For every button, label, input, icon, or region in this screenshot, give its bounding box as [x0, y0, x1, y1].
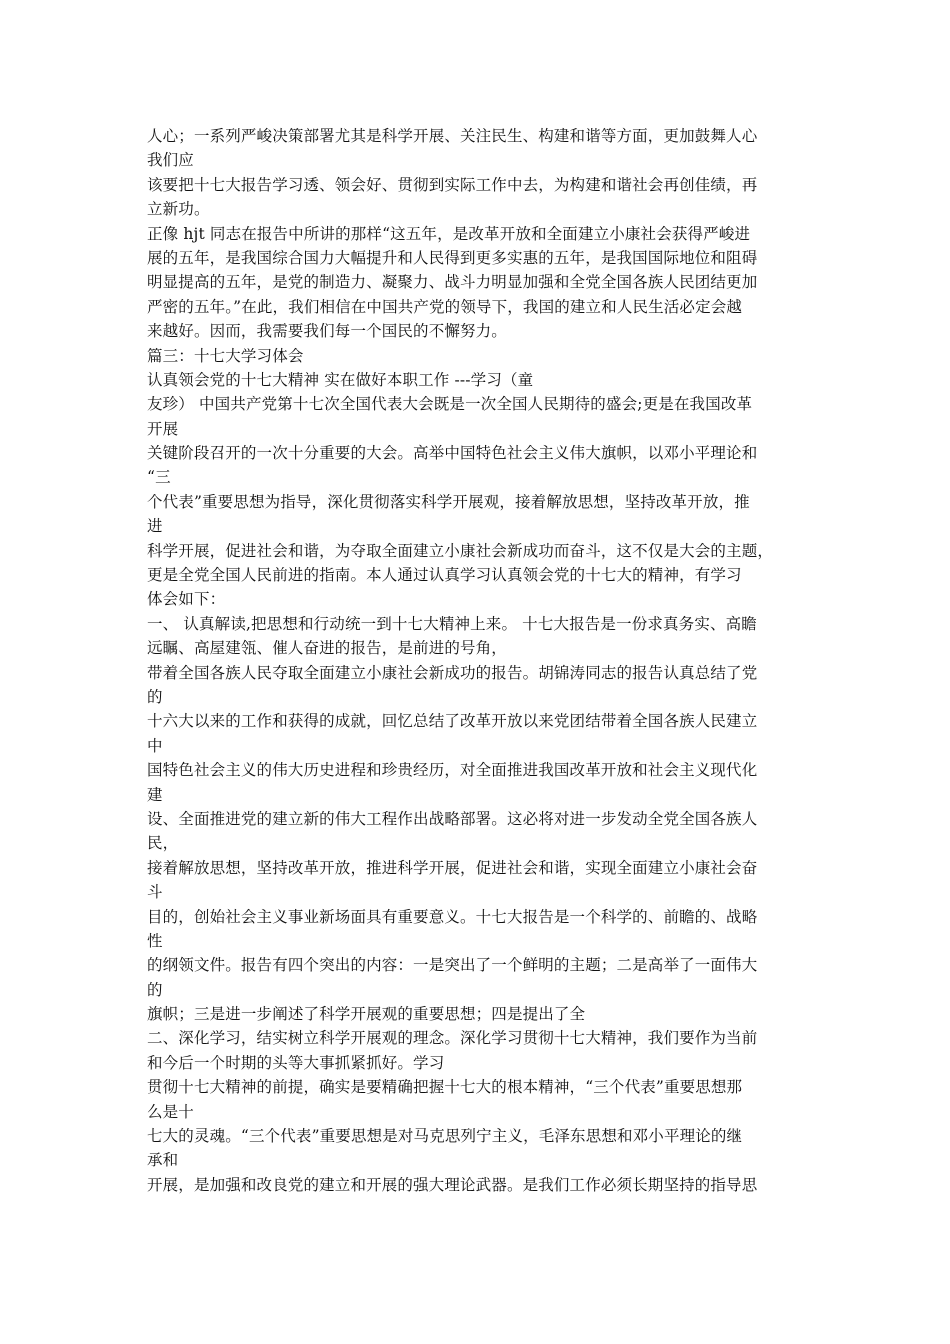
text-line: 的 — [147, 980, 163, 999]
text-line: 目的，创始社会主义事业新场面具有重要意义。十七大报告是一个科学的、前瞻的、战略 — [147, 907, 758, 926]
text-line: 展的五年，是我国综合国力大幅提升和人民得到更多实惠的五年，是我国国际地位和阻碍 — [147, 248, 758, 267]
document-body — [147, 124, 812, 1197]
text-line: 的 — [147, 687, 163, 706]
text-line: 明显提高的五年，是党的制造力、凝聚力、战斗力明显加强和全党全国各族人民团结更加 — [147, 273, 758, 292]
text-line: 带着全国各族人民夺取全面建立小康社会新成功的报告。胡锦涛同志的报告认真总结了党 — [147, 663, 758, 682]
text-line: 贯彻十七大精神的前提，确实是要精确把握十七大的根本精神，“三个代表”重要思想那 — [147, 1078, 743, 1097]
text-line: 十六大以来的工作和获得的成就，回忆总结了改革开放以来党团结带着全国各族人民建立 — [147, 712, 758, 731]
text-line: 关键阶段召开的一次十分重要的大会。高举中国特色社会主义伟大旗帜，以邓小平理论和 — [147, 444, 758, 463]
text-line: 性 — [147, 931, 163, 950]
text-line: 接着解放思想，坚持改革开放，推进科学开展，促进社会和谐，实现全面建立小康社会奋 — [147, 858, 758, 877]
text-line: 旗帜；三是进一步阐述了科学开展观的重要思想；四是提出了全 — [147, 1005, 586, 1024]
text-line: 认真领会党的十七大精神 实在做好本职工作 ---学习（童 — [147, 370, 534, 389]
text-line: 和今后一个时期的头等大事抓紧抓好。学习 — [147, 1053, 445, 1072]
text-line: 友珍） 中国共产党第十七次全国代表大会既是一次全国人民期待的盛会;更是在我国改革 — [147, 395, 753, 414]
section-heading: 篇三：十七大学习体会 — [147, 346, 304, 365]
text-line: 我们应 — [147, 151, 194, 170]
text-line: 承和 — [147, 1151, 179, 1170]
text-line: 远瞩、高屋建瓴、催人奋进的报告，是前进的号角， — [147, 639, 507, 658]
text-line: 中 — [147, 736, 163, 755]
text-line: 一、 认真解读,把思想和行动统一到十七大精神上来。 十七大报告是一份求真务实、高瞻 — [147, 614, 757, 633]
text-line: “三 — [147, 468, 171, 487]
text-line: 国特色社会主义的伟大历史进程和珍贵经历，对全面推进我国改革开放和社会主义现代化 — [147, 761, 758, 780]
text-line: 来越好。因而，我需要我们每一个国民的不懈努力。 — [147, 322, 507, 341]
text-line: 正像 hjt 同志在报告中所讲的那样“这五年，是改革开放和全面建立小康社会获得严峻进 — [147, 224, 751, 243]
text-line: 的纲领文件。报告有四个突出的内容：一是突出了一个鲜明的主题；二是高举了一面伟大 — [147, 956, 758, 975]
text-line: 斗 — [147, 883, 163, 902]
text-line: 设、全面推进党的建立新的伟大工程作出战略部署。这必将对进一步发动全党全国各族人 — [147, 809, 758, 828]
text-line: 该要把十七大报告学习透、领会好、贯彻到实际工作中去，为构建和谐社会再创佳绩，再 — [147, 175, 758, 194]
text-line: 严密的五年。”在此，我们相信在中国共产党的领导下，我国的建立和人民生活必定会越 — [147, 297, 743, 316]
text-line: 更是全党全国人民前进的指南。本人通过认真学习认真领会党的十七大的精神，有学习 — [147, 566, 742, 585]
text-line: 体会如下： — [147, 590, 226, 609]
text-line: 人心；一系列严峻决策部署尤其是科学开展、关注民生、构建和谐等方面，更加鼓舞人心 — [147, 127, 758, 145]
text-line: 个代表”重要思想为指导，深化贯彻落实科学开展观，接着解放思想，坚持改革开放，推 — [147, 492, 750, 511]
text-line: 么是十 — [147, 1102, 194, 1121]
text-line: 建 — [147, 785, 163, 804]
text-line: 科学开展，促进社会和谐，为夺取全面建立小康社会新成功而奋斗，这不仅是大会的主题， — [147, 541, 774, 560]
text-line: 开展，是加强和改良党的建立和开展的强大理论武器。是我们工作必须长期坚持的指导思 — [147, 1175, 758, 1194]
text-line: 民， — [147, 834, 179, 853]
text-line: 七大的灵魂。“三个代表”重要思想是对马克思列宁主义，毛泽东思想和邓小平理论的继 — [147, 1127, 743, 1146]
text-line: 开展 — [147, 419, 179, 438]
text-line: 进 — [147, 517, 163, 536]
text-line: 二、深化学习，结实树立科学开展观的理念。深化学习贯彻十七大精神，我们要作为当前 — [147, 1029, 758, 1048]
text-line: 立新功。 — [147, 200, 210, 219]
